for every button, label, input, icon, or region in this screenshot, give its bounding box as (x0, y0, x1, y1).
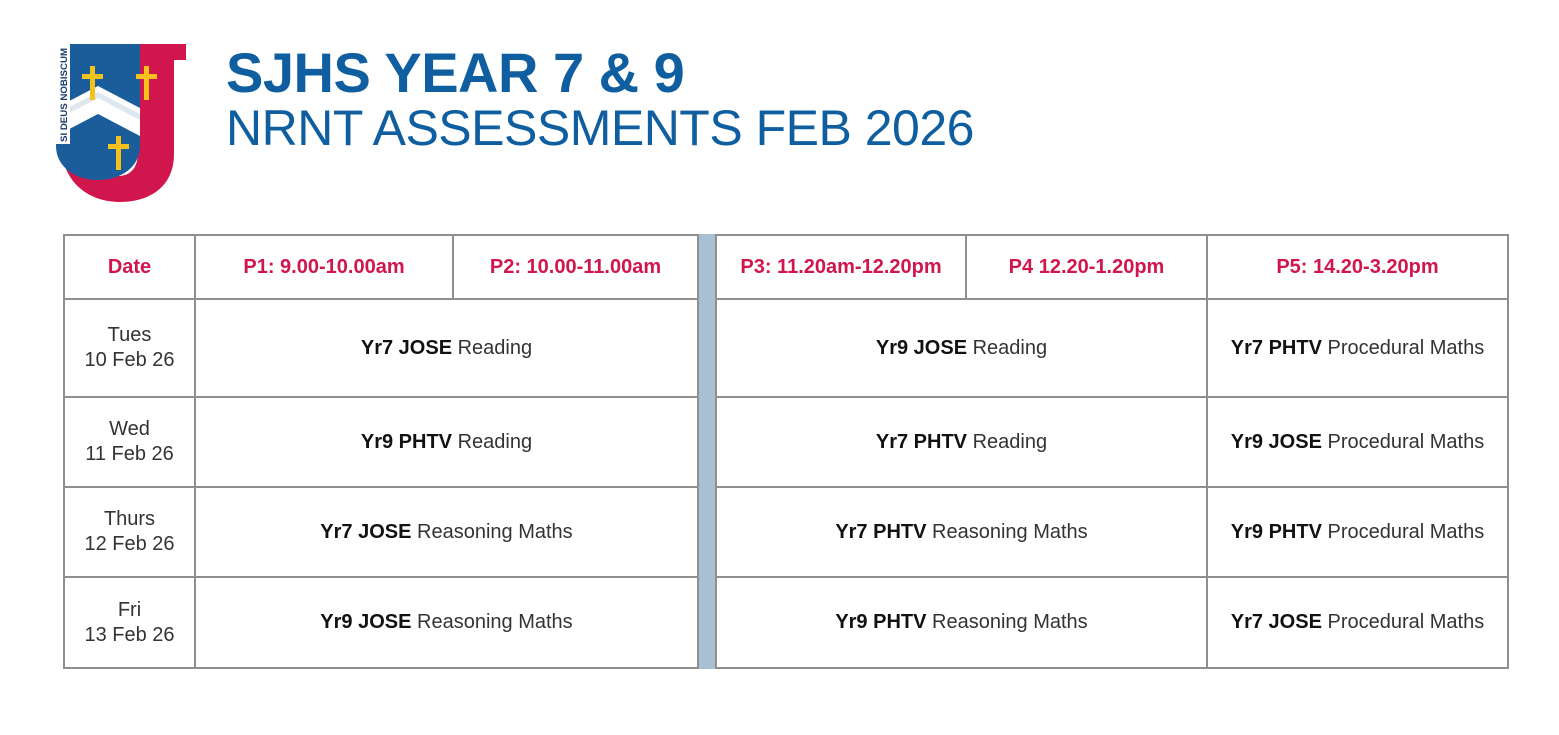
slot-p5 (1206, 298, 1509, 398)
assessment-subject: Reasoning Maths (417, 611, 573, 633)
assessment-subject: Reading (457, 430, 533, 453)
header-p5: P5: 14.20-3.20pm (1206, 234, 1509, 300)
class-group: Yr9 PHTV (835, 611, 927, 633)
assessment-subject: Procedural Maths (1327, 336, 1485, 359)
class-group: Yr7 JOSE (360, 336, 453, 359)
row-day: Wed (109, 418, 150, 440)
slot-p1-p2 (194, 576, 699, 669)
row-date-text: 12 Feb 26 (84, 533, 175, 555)
assessment-subject: Reasoning Maths (932, 611, 1088, 633)
header-p2: P2: 10.00-11.00am (452, 234, 699, 300)
slot-p3-p4 (715, 576, 1208, 669)
row-date-text: 13 Feb 26 (84, 623, 175, 646)
assessment-schedule-table (63, 234, 1509, 669)
header-p4: P4 12.20-1.20pm (965, 234, 1208, 300)
assessment-subject: Procedural Maths (1327, 611, 1485, 633)
document-header (226, 41, 974, 156)
class-group: Yr7 JOSE (1230, 611, 1322, 633)
assessment-subject: Reading (972, 430, 1048, 453)
slot-p1-p2 (194, 486, 699, 578)
class-group: Yr9 JOSE (1230, 430, 1322, 453)
header-p3: P3: 11.20am-12.20pm (715, 234, 967, 300)
recess-divider (697, 234, 717, 669)
document-subtitle: NRNT ASSESSMENTS FEB 2026 (226, 100, 974, 156)
assessment-subject: Procedural Maths (1327, 430, 1485, 453)
class-group: Yr9 PHTV (360, 430, 453, 453)
assessment-subject: Procedural Maths (1327, 520, 1485, 543)
assessment-subject: Reasoning Maths (932, 520, 1088, 543)
slot-p5 (1206, 486, 1509, 578)
crest-motto: SI DEUS NOBISCUM (59, 54, 69, 142)
row-date (63, 576, 196, 669)
row-day: Tues (107, 324, 152, 346)
slot-p3-p4 (715, 396, 1208, 488)
slot-p3-p4 (715, 298, 1208, 398)
class-group: Yr9 PHTV (1230, 520, 1322, 543)
slot-p1-p2 (194, 396, 699, 488)
class-group: Yr9 JOSE (875, 336, 968, 359)
row-date-text: 10 Feb 26 (84, 349, 175, 371)
header-p1: P1: 9.00-10.00am (194, 234, 454, 300)
assessment-subject: Reading (972, 336, 1048, 359)
slot-p3-p4 (715, 486, 1208, 578)
document-title: SJHS YEAR 7 & 9 (226, 41, 685, 104)
slot-p1-p2 (194, 298, 699, 398)
class-group: Yr7 PHTV (835, 520, 927, 543)
row-day: Fri (117, 598, 142, 621)
row-date-text: 11 Feb 26 (85, 443, 174, 465)
row-date (63, 486, 196, 578)
class-group: Yr9 JOSE (320, 611, 412, 633)
row-day: Thurs (103, 508, 156, 530)
class-group: Yr7 PHTV (875, 430, 968, 453)
header-date: Date (63, 234, 196, 300)
school-crest-logo (52, 42, 192, 202)
row-date (63, 396, 196, 488)
class-group: Yr7 PHTV (1230, 336, 1322, 359)
row-date (63, 298, 196, 398)
slot-p5 (1206, 396, 1509, 488)
slot-p5 (1206, 576, 1509, 669)
assessment-subject: Reading (457, 336, 533, 359)
assessment-subject: Reasoning Maths (417, 520, 573, 543)
class-group: Yr7 JOSE (320, 520, 412, 543)
